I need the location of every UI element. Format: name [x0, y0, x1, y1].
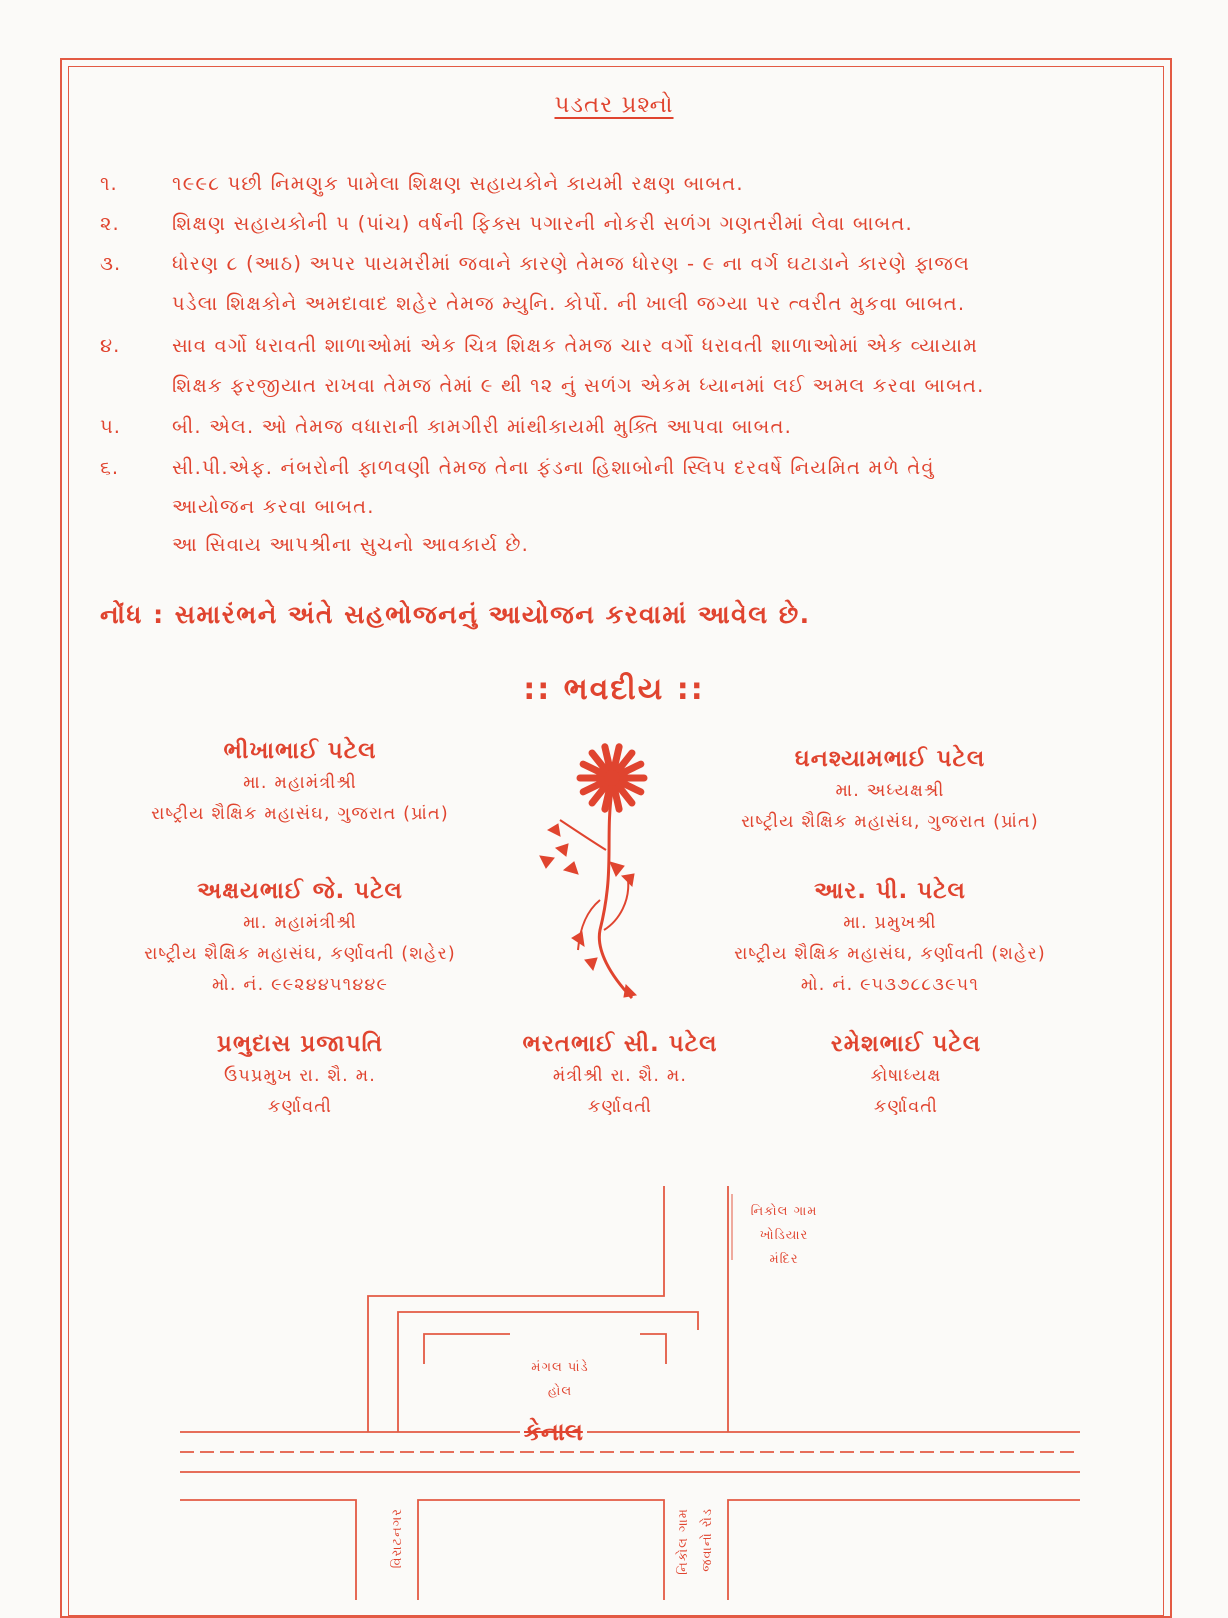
signatory-line: મો. નં. ૯૫૩૭૮૮૩૯૫૧ — [800, 975, 980, 995]
question-number: ૫. — [100, 415, 122, 438]
signatory-name: ભીખાભાઈ પટેલ — [223, 738, 377, 764]
signatory-name: આર. પી. પટેલ — [814, 878, 966, 904]
question-line: ૧૯૯૮ પછી નિમણુક પામેલા શિક્ષણ સહાયકોને કાયમી રક્ષણ બાબત. — [172, 172, 744, 195]
signatory-line: રાષ્ટ્રીય શૈક્ષિક મહાસંઘ, ગુજરાત (પ્રાંત) — [741, 812, 1039, 832]
signatory-line: રાષ્ટ્રીય શૈક્ષિક મહાસંઘ, કર્ણાવતી (શહેર) — [144, 944, 456, 964]
signatory-line: મંત્રીશ્રી રા. શૈ. મ. — [552, 1066, 688, 1086]
question-number: ૨. — [100, 212, 120, 235]
signatory — [680, 874, 1100, 1001]
map-label-right-road-2: જવાનો રોડ — [700, 1508, 715, 1572]
question-line: શિક્ષણ સહાયકોની ૫ (પાંચ) વર્ષની ફિક્સ પગારની નોકરી સળંગ ગણતરીમાં લેવા બાબત. — [172, 212, 913, 235]
map-label-right-road-1: નિકોલ ગામ — [676, 1508, 691, 1575]
signatory — [90, 874, 510, 1001]
signatory — [696, 1027, 1116, 1123]
map-label-canal: કેનાલ — [520, 1418, 587, 1446]
signatory-line: રાષ્ટ્રીય શૈક્ષિક મહાસંઘ, ગુજરાત (પ્રાંત) — [151, 804, 449, 824]
question-line: આયોજન કરવા બાબત. — [172, 495, 375, 518]
signatory-line: મો. નં. ૯૯૨૪૪૫૧૪૪૯ — [211, 975, 389, 995]
map-label-temple: નિકોલ ગામ ખોડિયાર મંદિર — [750, 1204, 818, 1267]
map-label-left-road: વિરાટનગર — [390, 1508, 405, 1569]
question-number: ૪. — [100, 334, 121, 357]
signatory-line: કર્ણાવતી — [873, 1097, 939, 1117]
signatory-name: ઘનશ્યામભાઈ પટેલ — [794, 746, 986, 772]
signatory-name: અક્ષયભાઈ જે. પટેલ — [197, 878, 403, 904]
signatory-line: મા. મહામંત્રીશ્રી — [243, 773, 357, 793]
signatory-line: ઉપપ્રમુખ રા. શૈ. મ. — [223, 1066, 377, 1086]
question-line: પડેલા શિક્ષકોને અમદાવાદ શહેર તેમજ મ્યુનિ. કોર્પો. ની ખાલી જગ્યા પર ત્વરીત મુકવા બાબત. — [172, 292, 966, 315]
page-heading: પડતર પ્રશ્નો — [554, 92, 674, 118]
signatory-name: ભરતભાઈ સી. પટેલ — [522, 1031, 718, 1057]
question-line: શિક્ષક ફરજીયાત રાખવા તેમજ તેમાં ૯ થી ૧૨ નું સળંગ એકમ ધ્યાનમાં લઈ અમલ કરવા બાબત. — [172, 374, 985, 397]
question-line: સાવ વર્ગો ધરાવતી શાળાઓમાં એક ચિત્ર શિક્ષક તેમજ ચાર વર્ગો ધરાવતી શાળાઓમાં એક વ્યાયામ — [172, 334, 979, 357]
signatory-line: કર્ણાવતી — [587, 1097, 653, 1117]
signatory-line: રાષ્ટ્રીય શૈક્ષિક મહાસંઘ, કર્ણાવતી (શહેર) — [734, 944, 1046, 964]
question-line: ધોરણ ૮ (આઠ) અપર પાયમરીમાં જવાને કારણે તેમજ ધોરણ - ૯ ના વર્ગ ઘટાડાને કારણે ફાજલ — [172, 252, 971, 275]
yours-truly: :: ભવદીય :: — [523, 672, 705, 707]
question-line: આ સિવાય આપશ્રીના સુચનો આવકાર્ય છે. — [172, 533, 530, 556]
question-number: ૧. — [100, 172, 118, 195]
map-label-hall: મંગલ પાંડે હોલ — [531, 1360, 589, 1399]
note-text: નોંધ : સમારંભને અંતે સહભોજનનું આયોજન કરવામાં આવેલ છે. — [100, 600, 811, 629]
signatory-line: મા. મહામંત્રીશ્રી — [243, 913, 357, 933]
question-line: બી. એલ. ઓ તેમજ વધારાની કામગીરી માંથીકાયમી મુક્તિ આપવા બાબત. — [172, 415, 792, 438]
signatory-line: કોષાધ્યક્ષ — [870, 1066, 942, 1086]
signatory-line: મા. પ્રમુખશ્રી — [843, 913, 937, 933]
signatory — [680, 742, 1100, 838]
signatory-line: કર્ણાવતી — [267, 1097, 333, 1117]
question-number: ૩. — [100, 252, 122, 275]
signatory-name: રમેશભાઈ પટેલ — [830, 1031, 982, 1057]
signatory — [90, 734, 510, 830]
signatory-name: પ્રભુદાસ પ્રજાપતિ — [216, 1031, 384, 1057]
question-number: ૬. — [100, 456, 120, 479]
signatory-line: મા. અધ્યક્ષશ્રી — [835, 781, 945, 801]
question-line: સી.પી.એફ. નંબરોની ફાળવણી તેમજ તેના ફંડના હિશાબોની સ્લિપ દરવર્ષે નિયમિત મળે તેવું — [172, 456, 935, 479]
